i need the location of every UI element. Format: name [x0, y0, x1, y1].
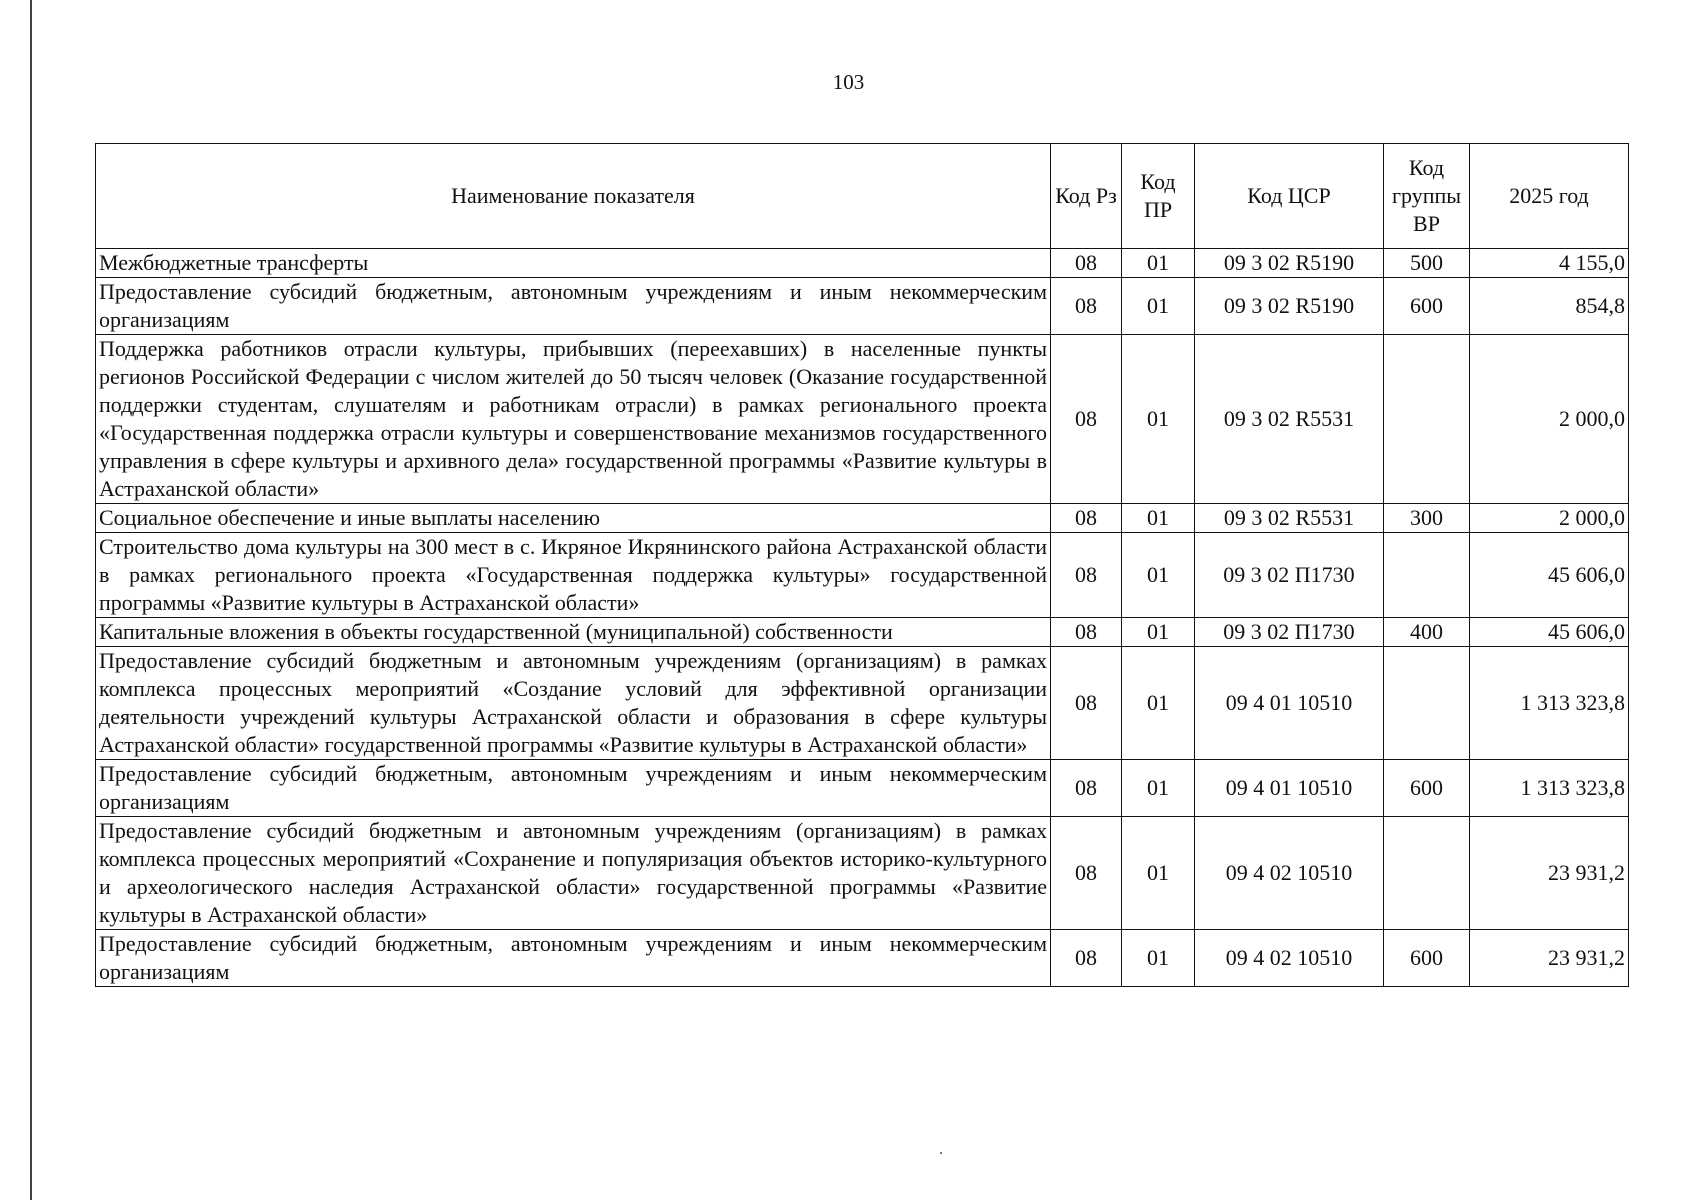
- row-csr: 09 4 01 10510: [1195, 760, 1384, 817]
- table-row: [96, 504, 1629, 533]
- row-rz: 08: [1051, 760, 1122, 817]
- row-name: Предоставление субсидий бюджетным, автономным учреждениям и иным некоммерческим организациям: [96, 760, 1051, 817]
- table-row: [96, 760, 1629, 817]
- header-year: 2025 год: [1470, 144, 1629, 249]
- row-rz: 08: [1051, 278, 1122, 335]
- row-name: Межбюджетные трансферты: [96, 249, 1051, 278]
- row-rz: 08: [1051, 335, 1122, 504]
- row-csr: 09 3 02 R5531: [1195, 335, 1384, 504]
- row-vr: 500: [1384, 249, 1470, 278]
- row-vr: 600: [1384, 930, 1470, 987]
- row-pr: 01: [1122, 504, 1195, 533]
- row-pr: 01: [1122, 278, 1195, 335]
- row-csr: 09 4 02 10510: [1195, 817, 1384, 930]
- header-name: Наименование показателя: [96, 144, 1051, 249]
- row-rz: 08: [1051, 647, 1122, 760]
- row-name: Строительство дома культуры на 300 мест в с. Икряное Икрянинского района Астраханской области в рамках регионального проекта «Государственная поддержка культуры» государственной программы «Развитие культуры в Астраханской области»: [96, 533, 1051, 618]
- row-vr: [1384, 533, 1470, 618]
- row-vr: 300: [1384, 504, 1470, 533]
- table-row: [96, 930, 1629, 987]
- row-vr: [1384, 335, 1470, 504]
- row-amount: 2 000,0: [1470, 335, 1629, 504]
- page-number: 103: [832, 70, 865, 94]
- row-csr: 09 3 02 П1730: [1195, 618, 1384, 647]
- row-vr: 600: [1384, 278, 1470, 335]
- table-row: [96, 533, 1629, 618]
- row-name: Предоставление субсидий бюджетным, автономным учреждениям и иным некоммерческим организациям: [96, 930, 1051, 987]
- row-csr: 09 4 02 10510: [1195, 930, 1384, 987]
- header-csr: Код ЦСР: [1195, 144, 1384, 249]
- row-rz: 08: [1051, 817, 1122, 930]
- table-row: [96, 278, 1629, 335]
- row-csr: 09 3 02 R5531: [1195, 504, 1384, 533]
- row-pr: 01: [1122, 335, 1195, 504]
- row-amount: 45 606,0: [1470, 533, 1629, 618]
- row-amount: 1 313 323,8: [1470, 647, 1629, 760]
- row-amount: 2 000,0: [1470, 504, 1629, 533]
- row-name: Предоставление субсидий бюджетным, автономным учреждениям и иным некоммерческим организациям: [96, 278, 1051, 335]
- header-vr: Код группы ВР: [1384, 144, 1470, 249]
- header-pr: Код ПР: [1122, 144, 1195, 249]
- row-pr: 01: [1122, 930, 1195, 987]
- row-rz: 08: [1051, 930, 1122, 987]
- row-amount: 4 155,0: [1470, 249, 1629, 278]
- row-pr: 01: [1122, 533, 1195, 618]
- binding-line: [30, 0, 32, 1200]
- row-amount: 854,8: [1470, 278, 1629, 335]
- row-amount: 1 313 323,8: [1470, 760, 1629, 817]
- row-csr: 09 3 02 R5190: [1195, 249, 1384, 278]
- row-pr: 01: [1122, 817, 1195, 930]
- table-header-row: [96, 144, 1629, 249]
- row-pr: 01: [1122, 618, 1195, 647]
- row-csr: 09 3 02 П1730: [1195, 533, 1384, 618]
- row-name: Капитальные вложения в объекты государственной (муниципальной) собственности: [96, 618, 1051, 647]
- row-vr: [1384, 647, 1470, 760]
- table-row: [96, 817, 1629, 930]
- row-name: Предоставление субсидий бюджетным и автономным учреждениям (организациям) в рамках комплекса процессных мероприятий «Сохранение и популяризация объектов историко-культурного и археологического наследия Астраханской области» государственной программы «Развитие культуры в Астраханской области»: [96, 817, 1051, 930]
- scan-speck: [940, 1152, 942, 1154]
- row-amount: 23 931,2: [1470, 930, 1629, 987]
- table-row: [96, 618, 1629, 647]
- table-row: [96, 249, 1629, 278]
- header-rz: Код Рз: [1051, 144, 1122, 249]
- budget-table: [95, 143, 1629, 987]
- row-pr: 01: [1122, 760, 1195, 817]
- row-csr: 09 3 02 R5190: [1195, 278, 1384, 335]
- row-name: Социальное обеспечение и иные выплаты населению: [96, 504, 1051, 533]
- row-amount: 23 931,2: [1470, 817, 1629, 930]
- row-name: Предоставление субсидий бюджетным и автономным учреждениям (организациям) в рамках комплекса процессных мероприятий «Создание условий для эффективной организации деятельности учреждений культуры Астраханской области и образования в сфере культуры Астраханской области» государственной программы «Развитие культуры в Астраханской области»: [96, 647, 1051, 760]
- row-rz: 08: [1051, 533, 1122, 618]
- row-name: Поддержка работников отрасли культуры, прибывших (переехавших) в населенные пункты регионов Российской Федерации с числом жителей до 50 тысяч человек (Оказание государственной поддержки студентам, слушателям и работникам отрасли) в рамках регионального проекта «Государственная поддержка отрасли культуры и совершенствование механизмов государственного управления в сфере культуры и архивного дела» государственной программы «Развитие культуры в Астраханской области»: [96, 335, 1051, 504]
- row-vr: [1384, 817, 1470, 930]
- row-pr: 01: [1122, 647, 1195, 760]
- row-amount: 45 606,0: [1470, 618, 1629, 647]
- row-rz: 08: [1051, 618, 1122, 647]
- row-rz: 08: [1051, 504, 1122, 533]
- row-vr: 400: [1384, 618, 1470, 647]
- row-rz: 08: [1051, 249, 1122, 278]
- row-vr: 600: [1384, 760, 1470, 817]
- table-row: [96, 647, 1629, 760]
- row-pr: 01: [1122, 249, 1195, 278]
- table-row: [96, 335, 1629, 504]
- row-csr: 09 4 01 10510: [1195, 647, 1384, 760]
